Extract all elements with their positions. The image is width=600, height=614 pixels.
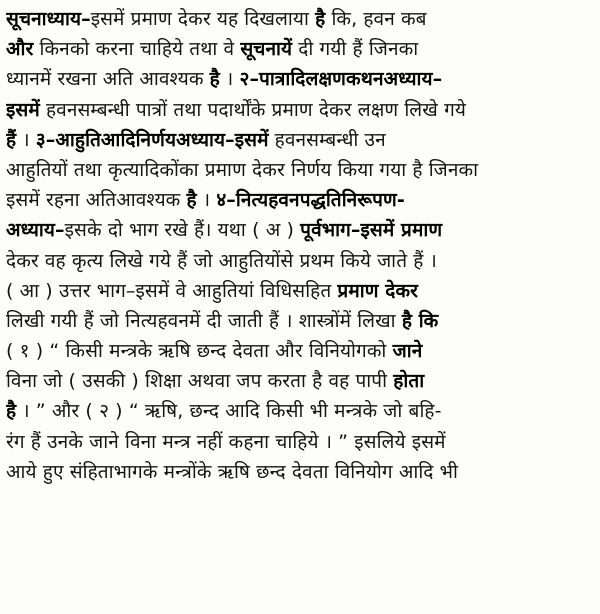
text-segment: विना जो ( उसकी ) शिक्षा अथवा जप करता है वह पापी [6, 370, 394, 393]
text-segment: रंग हैं उनके जाने विना मन्त्र नहीं कहना चाहिये । ” इसलिये इसमें [6, 430, 446, 453]
bold-text-segment: है [186, 189, 197, 212]
text-line [6, 366, 594, 396]
text-line [6, 64, 594, 94]
bold-text-segment: ४–नित्यहवनपद्धतिनिरूपण- [216, 189, 405, 212]
text-segment: इसमें प्रमाण देकर यह दिखलाया [90, 8, 316, 30]
bold-text-segment: है [209, 68, 220, 91]
bold-text-segment: हैं [6, 128, 17, 151]
text-line [6, 276, 594, 306]
bold-text-segment: ३–आहुतिआदिनिर्णयअध्याय–इसमें [35, 128, 269, 151]
text-segment: । [16, 128, 36, 151]
text-segment: इसमें रहना अतिआवश्यक [6, 189, 187, 212]
text-segment: कि, हवन कब [325, 8, 427, 30]
text-segment: आहुतियों तथा कृत्यादिकोंका प्रमाण देकर निर्णय किया गया है जिनका [6, 158, 479, 181]
bold-text-segment: है कि [401, 309, 439, 332]
bold-text-segment: होता [393, 370, 425, 393]
text-segment: देकर वह कृत्य लिखे गये हैं जो आहुतियोंसे प्रथम किये जाते हैं । [6, 249, 437, 272]
bold-text-segment: २–पात्रादिलक्षणकथनअध्याय– [239, 68, 443, 91]
bold-text-segment: अध्याय– [6, 219, 65, 242]
text-line [6, 336, 594, 366]
text-line [6, 306, 594, 336]
bold-text-segment: पूर्वभाग–इसमें प्रमाण [300, 219, 443, 242]
text-line [6, 125, 594, 155]
text-segment: लिखी गयी हैं जो नित्यहवनमें दी जाती हैं । शास्त्रोंमें लिखा [6, 309, 402, 332]
text-segment: इसके दो भाग रखे हैं। यथा ( अ ) [64, 219, 301, 242]
text-segment: किनको करना चाहिये तथा वे [33, 38, 241, 61]
text-segment: । ” और ( २ ) “ ऋषि, छन्द आदि किसी भी मन्त्रके जो बहि- [16, 400, 442, 423]
text-line [6, 215, 594, 245]
text-line [6, 95, 594, 125]
bold-text-segment: है [6, 400, 17, 423]
text-line [6, 246, 594, 276]
text-segment: ध्यानमें रखना अति आवश्यक [6, 68, 210, 91]
text-segment: हवनसम्बन्धी पात्रों तथा पदार्थोंके प्रमाण देकर लक्षण लिखे गये [39, 98, 466, 121]
bold-text-segment: और [6, 38, 34, 61]
bold-text-segment: इसमें [6, 98, 40, 121]
text-segment: ( आ ) उत्तर भाग–इसमें वे आहुतियां विधिसहित [6, 279, 338, 302]
text-line [6, 34, 594, 64]
text-line [6, 185, 594, 215]
bold-text-segment: है [315, 8, 326, 30]
text-line [6, 427, 594, 457]
text-segment: आये हुए संहिताभागके मन्त्रोंके ऋषि छन्द देवता विनियोग आदि भी [6, 460, 458, 483]
bold-text-segment: प्रमाण देकर [337, 279, 419, 302]
text-segment: दी गयी हैं जिनका [292, 38, 419, 61]
bold-text-segment: सूचनायें [240, 38, 293, 61]
text-line [6, 155, 594, 185]
text-segment: । [196, 189, 217, 212]
text-segment: हवनसम्बन्धी उन [268, 128, 386, 151]
bold-text-segment: सूचनाध्याय– [6, 8, 91, 30]
bold-text-segment: जाने [392, 340, 423, 363]
text-segment: । [219, 68, 240, 91]
text-line [6, 396, 594, 426]
text-line [6, 457, 594, 487]
text-line [6, 4, 594, 34]
text-segment: ( १ ) “ किसी मन्त्रके ऋषि छन्द देवता और विनियोगको [6, 340, 393, 363]
